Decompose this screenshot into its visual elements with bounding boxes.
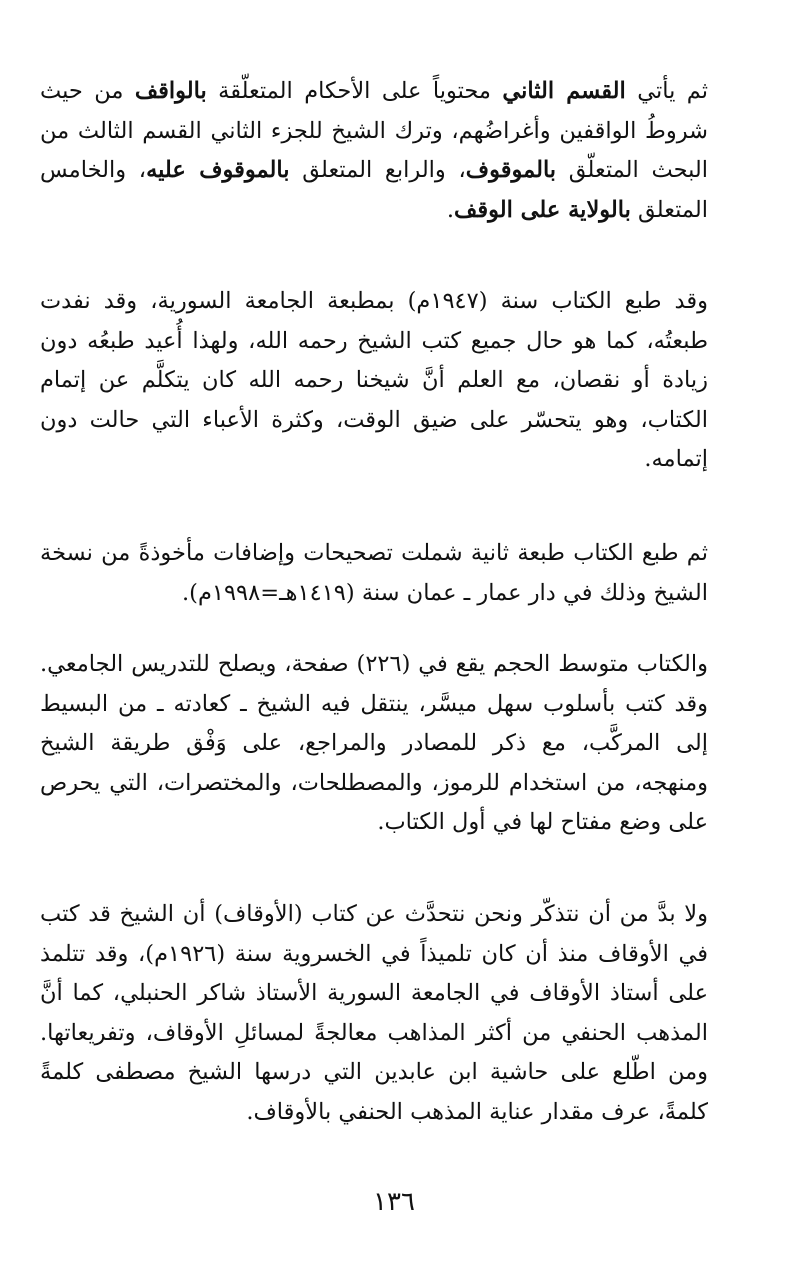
text-run: ثم يأتي bbox=[625, 78, 708, 104]
text-run: محتوياً على الأحكام المتعلّقة bbox=[206, 78, 503, 104]
page-number: ١٣٦ bbox=[373, 1187, 415, 1217]
text-run: من حيث شروطُ الواقفين وأغراضُهم، وترك الشيخ للجزء الثاني القسم الثالث من البحث المتعلّق bbox=[40, 78, 708, 183]
bold-term: بالواقف bbox=[134, 78, 207, 104]
text-run: والكتاب متوسط الحجم يقع في (٢٢٦) صفحة، ويصلح للتدريس الجامعي. وقد كتب بأسلوب سهل ميسَّر، ينتقل فيه الشيخ ـ كعادته ـ من البسيط إلى المركَّب، مع ذكر للمصادر والمراجع، على وَفْق طريقة الشيخ ومنهجه، من استخدام للرموز، والمصطلحات، والمختصرات، التي يحرص على وضع مفتاح لها في أول الكتاب. bbox=[40, 651, 708, 835]
paragraph-3 bbox=[40, 534, 708, 613]
paragraph-1 bbox=[40, 72, 708, 230]
paragraph-2 bbox=[40, 282, 708, 480]
bold-term: بالموقوف عليه bbox=[146, 157, 290, 183]
bold-term: القسم الثاني bbox=[502, 78, 626, 104]
text-run: ولا بدَّ من أن نتذكّر ونحن نتحدَّث عن كتاب (الأوقاف) أن الشيخ قد كتب في الأوقاف منذ أن كان تلميذاً في الخسروية سنة (١٩٢٦م)، وقد تتلمذ على أستاذ الأوقاف في الجامعة السورية الأستاذ شاكر الحنبلي، كما أنَّ المذهب الحنفي من أكثر المذاهب معالجةً لمسائلِ الأوقاف، وتفريعاتها. ومن اطّلع على حاشية ابن عابدين التي درسها الشيخ مصطفى كلمةً كلمةً، عرف مقدار عناية المذهب الحنفي بالأوقاف. bbox=[40, 901, 708, 1125]
text-run: وقد طبع الكتاب سنة (١٩٤٧م) بمطبعة الجامعة السورية، وقد نفدت طبعتُه، كما هو حال جميع كتب الشيخ رحمه الله، ولهذا أُعيد طبعُه دون زيادة أو نقصان، مع العلم أنَّ شيخنا رحمه الله كان يتكلَّم عن إتمام الكتاب، وهو يتحسّر على ضيق الوقت، وكثرة الأعباء التي حالت دون إتمامه. bbox=[40, 288, 708, 472]
paragraph-5 bbox=[40, 895, 708, 1132]
text-run: ، والرابع المتعلق bbox=[289, 157, 466, 183]
text-run: . bbox=[446, 196, 455, 223]
bold-term: بالموقوف bbox=[465, 157, 557, 183]
bold-term: بالولاية على الوقف bbox=[454, 196, 631, 223]
paragraph-4 bbox=[40, 645, 708, 843]
text-run: ، والخامس المتعلق bbox=[40, 157, 708, 223]
text-run: ثم طبع الكتاب طبعة ثانية شملت تصحيحات وإضافات مأخوذةً من نسخة الشيخ وذلك في دار عمار ـ عمان سنة (١٤١٩هـ=١٩٩٨م). bbox=[40, 540, 708, 606]
